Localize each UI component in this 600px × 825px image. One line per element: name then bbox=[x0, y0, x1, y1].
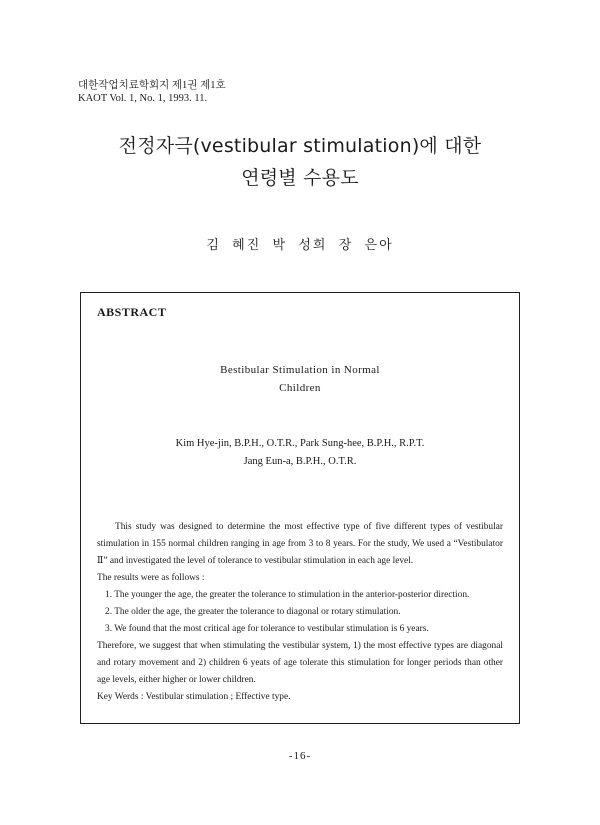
english-authors bbox=[81, 435, 519, 471]
result-item: 3. We found that the most critical age for tolerance to vestibular stimulation is 6 years. bbox=[105, 624, 429, 634]
results-list bbox=[97, 587, 503, 638]
abstract-conclusion: Therefore, we suggest that when stimulating the vestibular system, 1) the most effective types are diagonal and rotary movement and 2) children 6 yeats of age tolerate this stimulation for longer periods than other age levels, either higher or lower children. bbox=[97, 641, 503, 685]
result-item: 1. The younger the age, the greater the tolerance to stimulation in the anterior-posterior direction. bbox=[105, 590, 470, 600]
page-number: -16- bbox=[288, 750, 312, 762]
english-title bbox=[81, 361, 519, 397]
results-intro: The results were as follows : bbox=[97, 573, 205, 583]
abstract-body bbox=[97, 519, 503, 706]
english-title-line-1: Bestibular Stimulation in Normal bbox=[220, 364, 380, 376]
english-title-line-2: Children bbox=[279, 382, 321, 394]
journal-name-korean: 대한작업치료학회지 제1권 제1호 bbox=[78, 80, 226, 91]
english-authors-line-2: Jang Eun-a, B.P.H., O.T.R. bbox=[243, 456, 357, 467]
paper-title-line-1: 전정자극(vestibular stimulation)에 대한 bbox=[118, 135, 482, 157]
english-authors-line-1: Kim Hye-jin, B.P.H., O.T.R., Park Sung-hee, B.P.H., R.P.T. bbox=[175, 438, 425, 449]
result-item: 2. The older the age, the greater the tolerance to diagonal or rotary stimulation. bbox=[105, 607, 401, 617]
journal-header bbox=[78, 79, 226, 105]
abstract-heading: ABSTRACT bbox=[97, 305, 167, 319]
abstract-box bbox=[80, 292, 520, 724]
authors-korean: 김 혜진 박 성희 장 은아 bbox=[206, 237, 394, 252]
paper-title-line-2: 연령별 수용도 bbox=[241, 167, 359, 189]
keywords: Key Werds : Vestibular stimulation ; Effective type. bbox=[97, 692, 291, 702]
journal-citation: KAOT Vol. 1, No. 1, 1993. 11. bbox=[78, 93, 208, 104]
abstract-intro: This study was designed to determine the most effective type of five different types of vestibular stimulation in 155 normal children ranging in age from 3 to 8 years. For the study, We used a “Vestibulator Ⅱ” and investigated the level of tolerance to vestibular stimulation in each age level. bbox=[97, 522, 503, 566]
paper-title bbox=[0, 130, 600, 194]
